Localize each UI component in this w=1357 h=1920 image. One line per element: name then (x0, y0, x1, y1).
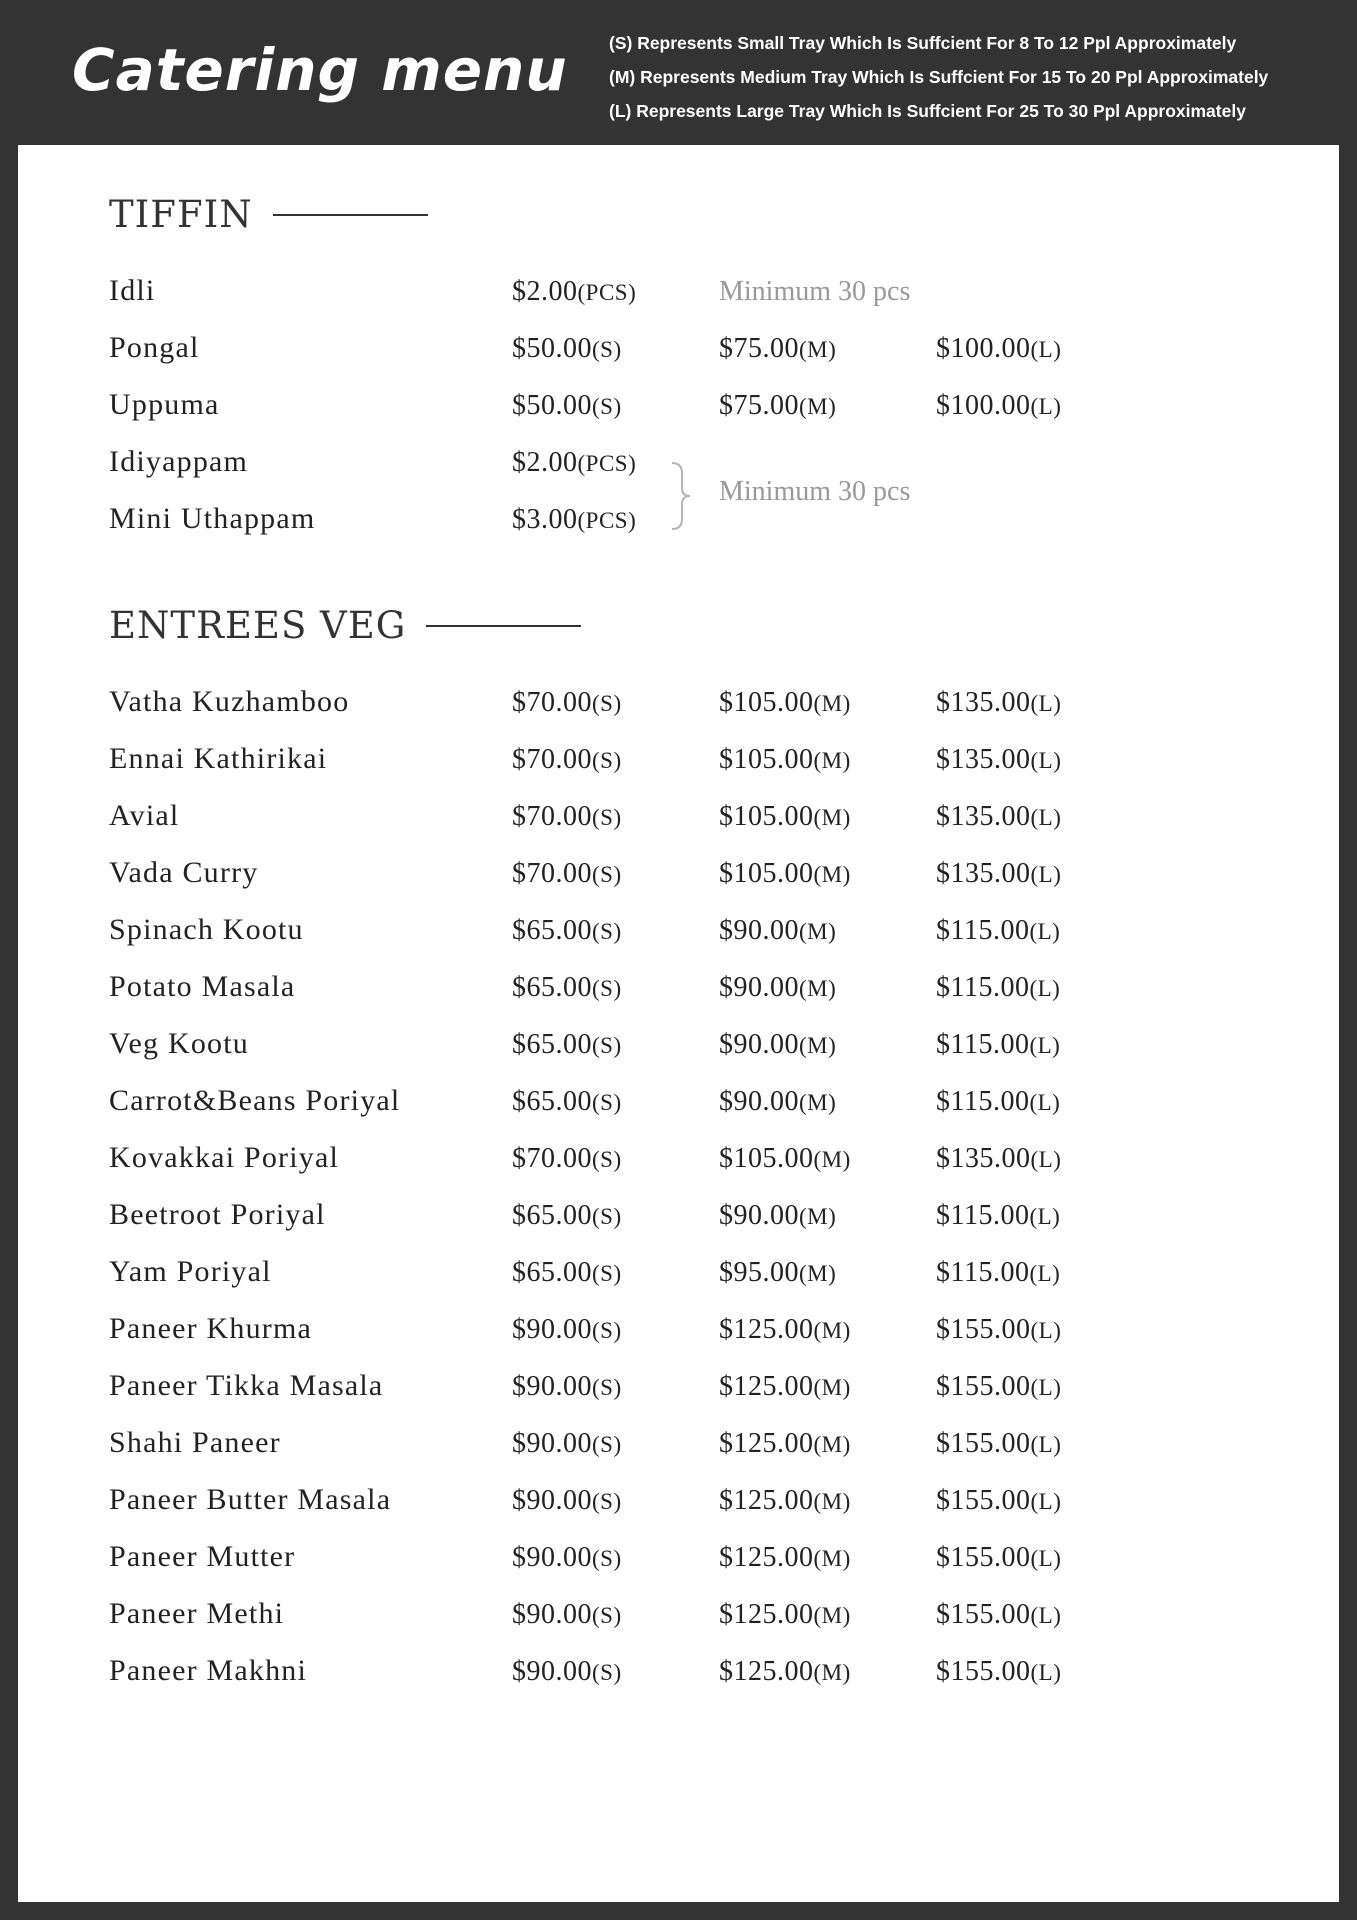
item-name: Vatha Kuzhamboo (109, 685, 350, 718)
price-medium: $125.00(M) (719, 1542, 851, 1573)
menu-item (18, 1027, 1339, 1084)
item-name: Ennai Kathirikai (109, 742, 328, 775)
item-name: Shahi Paneer (109, 1426, 281, 1459)
price-large: $135.00(L) (936, 801, 1062, 832)
item-name: Uppuma (109, 388, 220, 421)
section-title: TIFFIN (109, 193, 253, 236)
price-medium: $105.00(M) (719, 1143, 851, 1174)
section-heading-tiffin (109, 193, 428, 236)
minimum-note: Minimum 30 pcs (719, 276, 911, 307)
price-medium: $105.00(M) (719, 744, 851, 775)
menu-item (18, 1483, 1339, 1540)
price-large: $135.00(L) (936, 1143, 1062, 1174)
item-name: Potato Masala (109, 970, 296, 1003)
price-large: $115.00(L) (936, 1086, 1061, 1117)
price-small: $90.00(S) (512, 1314, 622, 1345)
menu-item (18, 274, 1339, 331)
section-title: ENTREES VEG (109, 604, 407, 647)
item-name: Idli (109, 274, 156, 307)
price-medium: $125.00(M) (719, 1371, 851, 1402)
item-name: Paneer Butter Masala (109, 1483, 392, 1516)
price-small: $90.00(S) (512, 1542, 622, 1573)
menu-item (18, 742, 1339, 799)
menu-item (18, 913, 1339, 970)
item-name: Pongal (109, 331, 200, 364)
price-medium: $90.00(M) (719, 1086, 837, 1117)
price-large: $155.00(L) (936, 1599, 1062, 1630)
price-medium: $125.00(M) (719, 1314, 851, 1345)
price-small: $50.00(S) (512, 333, 622, 364)
price-large: $155.00(L) (936, 1371, 1062, 1402)
menu-item (18, 1141, 1339, 1198)
price-large: $155.00(L) (936, 1542, 1062, 1573)
price-large: $155.00(L) (936, 1314, 1062, 1345)
tray-size-legend (609, 26, 1268, 128)
section-heading-entrees-veg (109, 604, 581, 647)
price-large: $100.00(L) (936, 390, 1062, 421)
item-name: Vada Curry (109, 856, 259, 889)
menu-item (18, 970, 1339, 1027)
price-medium: $95.00(M) (719, 1257, 837, 1288)
menu-item (18, 1255, 1339, 1312)
price-large: $100.00(L) (936, 333, 1062, 364)
price-medium: $90.00(M) (719, 1029, 837, 1060)
item-name: Paneer Khurma (109, 1312, 313, 1345)
menu-item (18, 799, 1339, 856)
price-medium: $125.00(M) (719, 1428, 851, 1459)
menu-item (18, 1426, 1339, 1483)
price-small: $70.00(S) (512, 1143, 622, 1174)
price-small: $90.00(S) (512, 1656, 622, 1687)
price-medium: $105.00(M) (719, 687, 851, 718)
item-name: Carrot&Beans Poriyal (109, 1084, 401, 1117)
grouping-brace-icon (668, 461, 692, 531)
price-medium: $75.00(M) (719, 333, 837, 364)
price-medium: $125.00(M) (719, 1599, 851, 1630)
item-name: Avial (109, 799, 180, 832)
section-rule (273, 214, 428, 216)
price-medium: $90.00(M) (719, 1200, 837, 1231)
price-large: $135.00(L) (936, 858, 1062, 889)
menu-item (18, 1597, 1339, 1654)
menu-panel (18, 145, 1339, 1902)
price-large: $135.00(L) (936, 744, 1062, 775)
menu-item (18, 1312, 1339, 1369)
price-large: $115.00(L) (936, 1200, 1061, 1231)
menu-title: Catering menu (72, 36, 568, 104)
price-large: $115.00(L) (936, 1029, 1061, 1060)
menu-item (18, 1540, 1339, 1597)
price-large: $135.00(L) (936, 687, 1062, 718)
header (0, 0, 1357, 145)
price-small: $70.00(S) (512, 744, 622, 775)
menu-item (18, 1369, 1339, 1426)
section-rule (426, 625, 581, 627)
item-name: Idiyappam (109, 445, 249, 478)
price-small: $65.00(S) (512, 1086, 622, 1117)
legend-small: (S) Represents Small Tray Which Is Suffcient For 8 To 12 Ppl Approximately (609, 33, 1237, 53)
menu-item (18, 388, 1339, 445)
item-name: Yam Poriyal (109, 1255, 272, 1288)
menu-item (18, 1198, 1339, 1255)
item-name: Veg Kootu (109, 1027, 249, 1060)
price-large: $115.00(L) (936, 1257, 1061, 1288)
item-name: Spinach Kootu (109, 913, 304, 946)
price-small: $70.00(S) (512, 687, 622, 718)
item-name: Paneer Makhni (109, 1654, 308, 1687)
price-medium: $90.00(M) (719, 972, 837, 1003)
menu-item (18, 1654, 1339, 1711)
price-small: $70.00(S) (512, 858, 622, 889)
menu-item (18, 331, 1339, 388)
price-large: $155.00(L) (936, 1485, 1062, 1516)
price-medium: $75.00(M) (719, 390, 837, 421)
price-small: $90.00(S) (512, 1371, 622, 1402)
menu-item (18, 685, 1339, 742)
price-large: $115.00(L) (936, 915, 1061, 946)
menu-item (18, 1084, 1339, 1141)
price-small: $90.00(S) (512, 1599, 622, 1630)
item-name: Paneer Tikka Masala (109, 1369, 384, 1402)
item-name: Paneer Methi (109, 1597, 285, 1630)
item-name: Paneer Mutter (109, 1540, 296, 1573)
minimum-note: Minimum 30 pcs (719, 476, 911, 507)
price-small: $90.00(S) (512, 1485, 622, 1516)
price-small: $90.00(S) (512, 1428, 622, 1459)
price-small: $65.00(S) (512, 1200, 622, 1231)
legend-medium: (M) Represents Medium Tray Which Is Suffcient For 15 To 20 Ppl Approximately (609, 67, 1269, 87)
item-name: Kovakkai Poriyal (109, 1141, 339, 1174)
item-name: Mini Uthappam (109, 502, 316, 535)
price-medium: $90.00(M) (719, 915, 837, 946)
price-small: $50.00(S) (512, 390, 622, 421)
price-large: $115.00(L) (936, 972, 1061, 1003)
price-large: $155.00(L) (936, 1428, 1062, 1459)
price-medium: $105.00(M) (719, 801, 851, 832)
price-medium: $125.00(M) (719, 1485, 851, 1516)
price-pcs: $2.00(PCS) (512, 276, 637, 307)
price-small: $65.00(S) (512, 1257, 622, 1288)
price-small: $65.00(S) (512, 1029, 622, 1060)
item-name: Beetroot Poriyal (109, 1198, 326, 1231)
price-small: $65.00(S) (512, 972, 622, 1003)
menu-item (18, 856, 1339, 913)
price-large: $155.00(L) (936, 1656, 1062, 1687)
price-pcs: $3.00(PCS) (512, 504, 637, 535)
price-medium: $105.00(M) (719, 858, 851, 889)
price-medium: $125.00(M) (719, 1656, 851, 1687)
price-small: $70.00(S) (512, 801, 622, 832)
price-pcs: $2.00(PCS) (512, 447, 637, 478)
price-small: $65.00(S) (512, 915, 622, 946)
legend-large: (L) Represents Large Tray Which Is Suffcient For 25 To 30 Ppl Approximately (609, 101, 1246, 121)
